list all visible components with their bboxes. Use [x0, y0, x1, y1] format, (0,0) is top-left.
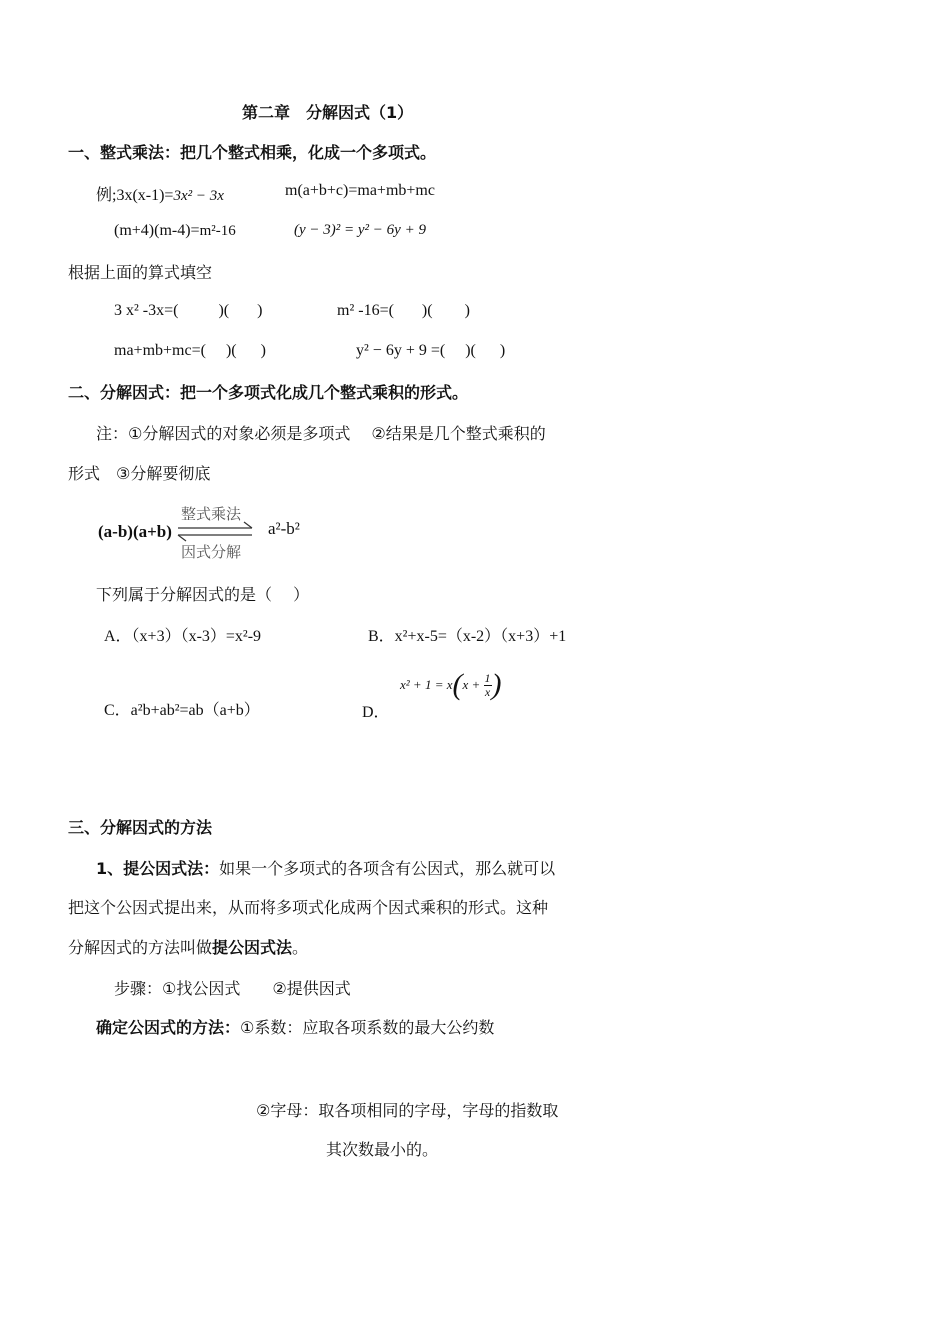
section3-heading: 三、分解因式的方法 — [68, 818, 213, 837]
letter-rule-line-2: 其次数最小的。 — [326, 1140, 439, 1159]
paragraph-line-1 — [96, 856, 555, 879]
option-d-inner: x + — [462, 677, 481, 692]
method-label: 确定公因式的方法： — [96, 1018, 241, 1037]
question: 下列属于分解因式的是（ ） — [96, 585, 310, 604]
diagram-bottom-label: 因式分解 — [181, 545, 242, 561]
option-c: C．a²b+ab²=ab（a+b） — [104, 702, 260, 719]
option-b: B．x²+x-5=（x-2）（x+3）+1 — [368, 628, 567, 645]
diagram-right-expr: a²-b² — [268, 519, 300, 538]
example-4: (y − 3)² = y² − 6y + 9 — [294, 222, 426, 238]
diagram-left-expr: (a-b)(a+b) — [98, 522, 172, 541]
method-name: 1、提公因式法： — [96, 859, 220, 878]
diagram-top-label: 整式乘法 — [181, 507, 242, 523]
example-1-rhs: 3x² − 3x — [173, 188, 224, 204]
fraction-numerator: 1 — [484, 670, 491, 685]
fill-item-1: 3 x² -3x=( )( ) — [114, 302, 263, 319]
note-line-1: 注：①分解因式的对象必须是多项式 ②结果是几个整式乘积的 — [96, 424, 546, 443]
example-1 — [96, 182, 224, 205]
example-3-lhs: (m+4)(m-4)= — [114, 222, 200, 239]
option-d-expression — [400, 670, 502, 700]
method-term: 提公因式法 — [212, 938, 293, 957]
fill-label: 根据上面的算式填空 — [68, 263, 213, 282]
fraction-denominator: x — [484, 684, 491, 699]
example-2: m(a+b+c)=ma+mb+mc — [285, 182, 435, 199]
section2-heading: 二、分解因式：把一个多项式化成几个整式乘积的形式。 — [68, 383, 469, 402]
option-a: A．（x+3）（x-3）=x²-9 — [104, 628, 262, 645]
option-d-lhs: x² + 1 = x — [400, 677, 453, 692]
method-line — [96, 1015, 494, 1038]
paragraph-text-3: 分解因式的方法叫做 — [68, 938, 213, 957]
fill-item-3: ma+mb+mc=( )( ) — [114, 342, 266, 359]
right-paren: ) — [491, 668, 502, 701]
option-d: D． — [362, 704, 390, 721]
fraction — [484, 672, 492, 699]
fill-item-4: y² − 6y + 9 =( )( ) — [356, 342, 506, 359]
paragraph-line-3 — [68, 935, 308, 958]
section1-heading: 一、整式乘法：把几个整式相乘，化成一个多项式。 — [68, 143, 437, 162]
example-1-lhs: 例;3x(x-1)= — [96, 187, 174, 204]
fill-item-2: m² -16=( )( ) — [337, 302, 470, 319]
page-title: 第二章 分解因式（1） — [242, 103, 414, 122]
steps: 步骤：①找公因式 ②提供因式 — [114, 979, 351, 998]
paragraph-end: 。 — [292, 938, 309, 957]
example-3 — [114, 222, 236, 240]
example-3-rhs: m²-16 — [199, 223, 236, 239]
note-line-2: 形式 ③分解要彻底 — [68, 464, 211, 483]
paragraph-text-1: 如果一个多项式的各项含有公因式，那么就可以 — [219, 859, 556, 878]
paragraph-line-2: 把这个公因式提出来，从而将多项式化成两个因式乘积的形式。这种 — [68, 898, 549, 917]
method-coefficient: ①系数：应取各项系数的最大公约数 — [240, 1018, 495, 1037]
left-paren: ( — [452, 668, 463, 701]
letter-rule-line-1: ②字母：取各项相同的字母，字母的指数取 — [256, 1101, 559, 1120]
